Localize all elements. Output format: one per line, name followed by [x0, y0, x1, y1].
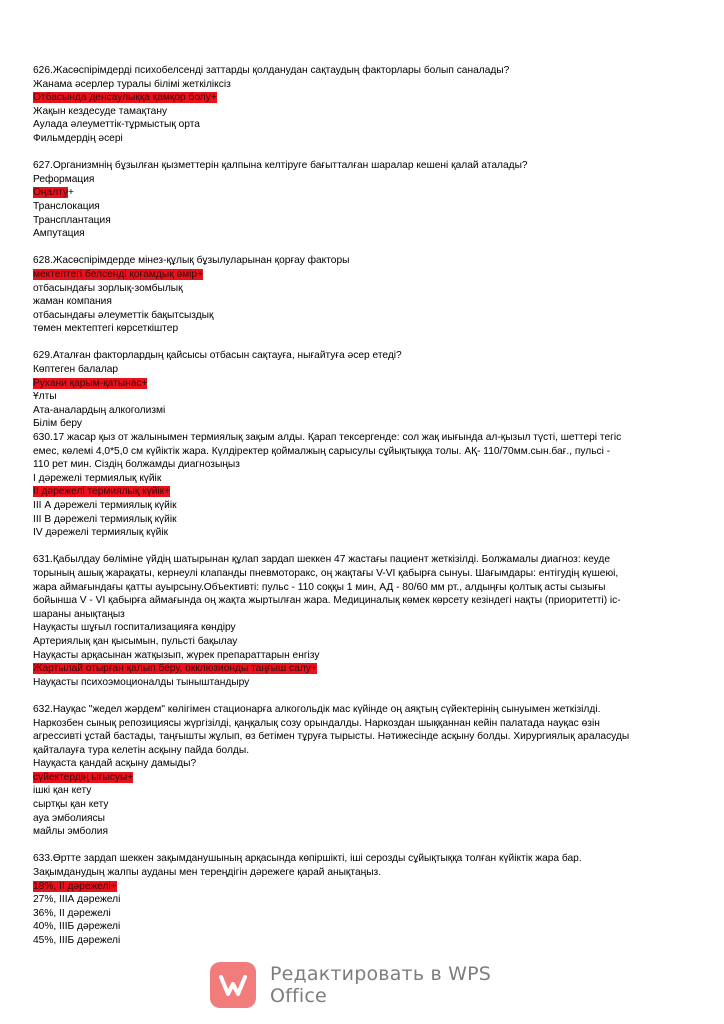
answer-option: Реформация [33, 173, 95, 185]
answer-option: 40%, IIIБ дәрежелі [33, 921, 121, 933]
answer-option-correct [33, 771, 693, 785]
question-block [33, 852, 693, 947]
question-stem-line: торының ашық жарақаты, кернеулі клапанды пневмоторакс, оң жақтағы V-VI қабырға сынуы. Шағымдары: ентігудің күшеюі, [33, 567, 619, 579]
question-stem-line: Зақымданудың жалпы ауданы мен тереңдігін дәрежеге қарай анықтаңыз. [33, 867, 382, 879]
question-block [33, 703, 693, 839]
question-stem-line: бойынша V - VI қабырға аймағында оң жақта жыртылған жара. Медициналық көмек көрсету кезіндегі нақты (приоритетті) іс- [33, 595, 621, 607]
answer-option-correct [33, 377, 693, 391]
answer-option-correct [33, 662, 693, 676]
question-block [33, 431, 693, 540]
answer-option: ішкі қан кету [33, 785, 92, 797]
question-stem-line: 632.Науқас "жедел жәрдем" көлігімен стационарға алкогольдік мас күйінде оң аяқтың сүйектерінің сынуымен жеткізілді. [33, 703, 601, 715]
answer-highlight: Оңалту [33, 187, 69, 199]
answer-option-correct [33, 880, 693, 894]
answer-highlight: 18%, II дәрежелі+ [33, 880, 117, 892]
wps-edit-banner[interactable] [210, 961, 540, 1009]
answer-option: Ата-аналардың алкоголизмі [33, 404, 166, 416]
question-stem-line: емес, көлемі 4,0*5,0 см күйіктік жара. Күлдіректер қоймалжың сарысулы сұйықтыққа толы. АҚ- 110/70мм.сын.бағ., пульсі - [33, 445, 611, 457]
answer-option: отбасындағы әлеуметтік бақытсыздық [33, 309, 214, 321]
answer-highlight: Отбасында денсаулыққа қамқор болу+ [33, 92, 217, 104]
question-stem-line: 631.Қабылдау бөліміне үйдің шатырынан құлап зардап шеккен 47 жастағы пациент жеткізілді. Болжамалы диагноз: кеуде [33, 554, 610, 566]
answer-option: Фильмдердің әсері [33, 132, 123, 144]
answer-option: 36%, II дәрежелі [33, 907, 111, 919]
answer-option: Артериялық қан қысымын, пульсті бақылау [33, 635, 238, 647]
answer-highlight: сүйектердің ығысуы+ [33, 771, 134, 783]
question-block [33, 349, 693, 431]
answer-option: III А дәрежелі термиялық күйік [33, 500, 177, 511]
answer-option: Науқасты арқасынан жатқызып, жүрек препараттарын енгізу [33, 649, 320, 661]
answer-option: Көптеген балалар [33, 364, 119, 376]
question-block [33, 254, 693, 336]
answer-suffix: + [68, 187, 74, 199]
answer-option: ауа эмболиясы [33, 812, 105, 824]
question-stem-line: 628.Жасөспірімдерде мінез-құлық бұзылуларынан қорғау факторы [33, 255, 350, 267]
question-stem-line: қайталауға тура келетін асқыну пайда болды. [33, 744, 250, 756]
answer-option: 27%, IIIА дәрежелі [33, 894, 121, 906]
question-stem-line: жара аймағындағы қатты ауырсыну.Объективті: пульс - 110 соққы 1 мин, АД - 80/60 мм рт., алдыңғы қолтық асты сызығы [33, 581, 606, 593]
question-stem-line: 626.Жасөспірімдерді психобелсенді заттарды қолданудан сақтаудың факторлары болып саналады? [33, 65, 510, 76]
answer-option: Білім беру [33, 418, 83, 430]
answer-option: Ұлты [33, 391, 57, 403]
answer-option-correct [33, 186, 693, 200]
answer-option: Жанама әсерлер туралы білімі жеткіліксіз [33, 78, 231, 90]
question-stem-line: 630.17 жасар қыз от жалынымен термиялық зақым алды. Қарап тексергенде: сол жақ иығында ал-қызыл түсті, шеттері тегіс [33, 432, 622, 444]
answer-option: 45%, IIIБ дәрежелі [33, 935, 121, 946]
answer-option: отбасындағы зорлық-зомбылық [33, 282, 183, 294]
wps-edit-label[interactable]: Редактировать в WPS Office [270, 963, 491, 1007]
answer-option: төмен мектептегі көрсеткіштер [33, 323, 179, 335]
answer-option: жаман компания [33, 296, 112, 308]
question-stem-line: Наркозбен сынық репозициясы жүргізілді, қаңқалық созу орындалды. Наркоздан шыққаннан кейін палатада науқас өзін [33, 717, 600, 729]
answer-option: майлы эмболия [33, 826, 108, 838]
answer-option: Жақын кездесуде тамақтану [33, 105, 168, 117]
answer-option: Науқасты психоэмоционалды тыныштандыру [33, 676, 250, 688]
answer-highlight: II дәрежелі термиялық күйік+ [33, 486, 171, 498]
question-block [33, 553, 693, 689]
question-stem-line: 629.Аталған факторлардың қайсысы отбасын сақтауға, нығайтуға әсер етеді? [33, 350, 402, 362]
question-stem-line: 627.Организмнің бұзылған қызметтерін қалпына келтіруге бағытталған шаралар кешені қалай аталады? [33, 160, 528, 172]
question-stem-line: агрессивті ұстай бастады, таңғышты жұлып, өз бетімен тұруға тырысты. Нәтижесінде асқыну болды. Хирургиялық араласуды [33, 731, 630, 743]
answer-option: I дәрежелі термиялық күйік [33, 472, 162, 484]
answer-option-correct [33, 91, 693, 105]
answer-option: сыртқы қан кету [33, 799, 109, 811]
answer-option: IV дәрежелі термиялық күйік [33, 527, 169, 539]
answer-option: III В дәрежелі термиялық күйік [33, 513, 177, 525]
answer-option: Аулада әлеуметтік-тұрмыстық орта [33, 119, 200, 131]
answer-highlight: Жартылай отырған қалып беру, окклюзионды таңғыш салу+ [33, 663, 317, 675]
wps-w-logo-icon[interactable] [210, 962, 256, 1008]
answer-highlight: мектептегі белсенді қоғамдық өмір+ [33, 268, 204, 280]
answer-option: Трансплантация [33, 214, 111, 226]
answer-option: Транслокация [33, 200, 100, 212]
answer-option: Ампутация [33, 228, 85, 240]
question-stem-line: 633.Өртте зардап шеккен зақымданушының арқасында көпіршікті, іші серозды сұйықтыққа толған күйіктік жара бар. [33, 853, 582, 865]
answer-option: Науқасты шұғыл госпитализацияға көндіру [33, 622, 236, 634]
question-block [33, 159, 693, 241]
question-stem-line: 110 рет мин. Сіздің болжамды диагнозыңыз [33, 459, 240, 471]
document-body [33, 64, 693, 961]
question-stem-line: Науқаста қандай асқыну дамыды? [33, 758, 197, 770]
answer-option-correct [33, 268, 693, 282]
answer-highlight: Рухани қарым-қатынас+ [33, 377, 148, 389]
question-stem-line: шараны анықтаңыз [33, 608, 125, 620]
question-block [33, 64, 693, 146]
answer-option-correct [33, 485, 693, 499]
